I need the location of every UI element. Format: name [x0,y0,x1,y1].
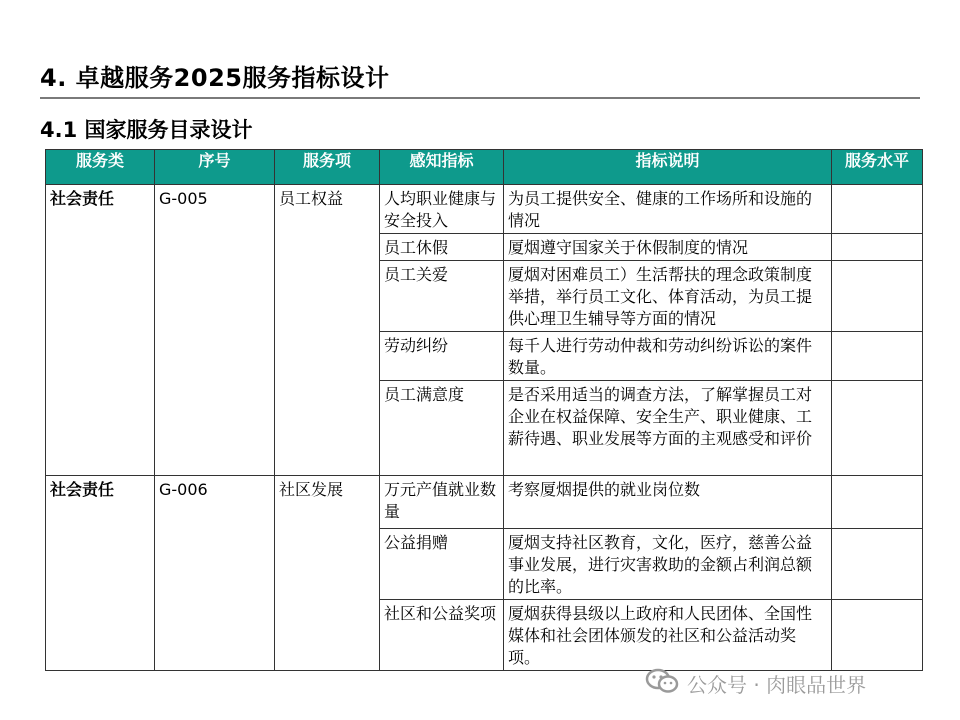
description-cell: 厦烟获得县级以上政府和人民团体、全国性媒体和社会团体颁发的社区和公益活动奖项。 [504,600,832,671]
description-cell: 每千人进行劳动仲裁和劳动纠纷诉讼的案件数量。 [504,332,832,381]
page-title: 4. 卓越服务2025服务指标设计 [40,64,390,92]
table-header-row [46,150,923,185]
description-cell: 是否采用适当的调查方法，了解掌握员工对企业在权益保障、安全生产、职业健康、工薪待遇、职业发展等方面的主观感受和评价 [504,381,832,476]
service-item-cell: 社区发展 [275,476,380,671]
level-cell [832,261,923,332]
indicator-cell: 员工满意度 [380,381,504,476]
watermark-text: 公众号 · 肉眼品世界 [687,673,867,697]
service-item-cell: 员工权益 [275,185,380,476]
category-cell: 社会责任 [46,185,155,476]
header-indicator: 感知指标 [380,150,504,185]
indicator-cell: 员工关爱 [380,261,504,332]
service-catalog-table [45,149,923,671]
section-subtitle: 4.1 国家服务目录设计 [40,118,253,142]
level-cell [832,332,923,381]
description-cell: 厦烟对困难员工）生活帮扶的理念政策制度举措，举行员工文化、体育活动，为员工提供心理卫生辅导等方面的情况 [504,261,832,332]
header-service-item: 服务项 [275,150,380,185]
indicator-cell: 公益捐赠 [380,529,504,600]
table-row [46,185,923,234]
header-service-level: 服务水平 [832,150,923,185]
wechat-icon [645,668,679,699]
title-divider [40,97,920,99]
level-cell [832,476,923,529]
category-cell: 社会责任 [46,476,155,671]
header-category: 服务类 [46,150,155,185]
description-cell: 为员工提供安全、健康的工作场所和设施的情况 [504,185,832,234]
indicator-cell: 劳动纠纷 [380,332,504,381]
description-cell: 厦烟遵守国家关于休假制度的情况 [504,234,832,261]
indicator-cell: 社区和公益奖项 [380,600,504,671]
watermark [645,668,866,699]
level-cell [832,234,923,261]
indicator-cell: 人均职业健康与安全投入 [380,185,504,234]
number-cell: G-005 [155,185,275,476]
indicator-cell: 万元产值就业数量 [380,476,504,529]
table-row [46,476,923,529]
level-cell [832,600,923,671]
number-cell: G-006 [155,476,275,671]
indicator-cell: 员工休假 [380,234,504,261]
level-cell [832,185,923,234]
header-description: 指标说明 [504,150,832,185]
header-number: 序号 [155,150,275,185]
level-cell [832,381,923,476]
level-cell [832,529,923,600]
description-cell: 厦烟支持社区教育，文化，医疗，慈善公益事业发展，进行灾害救助的金额占利润总额的比率。 [504,529,832,600]
description-cell: 考察厦烟提供的就业岗位数 [504,476,832,529]
